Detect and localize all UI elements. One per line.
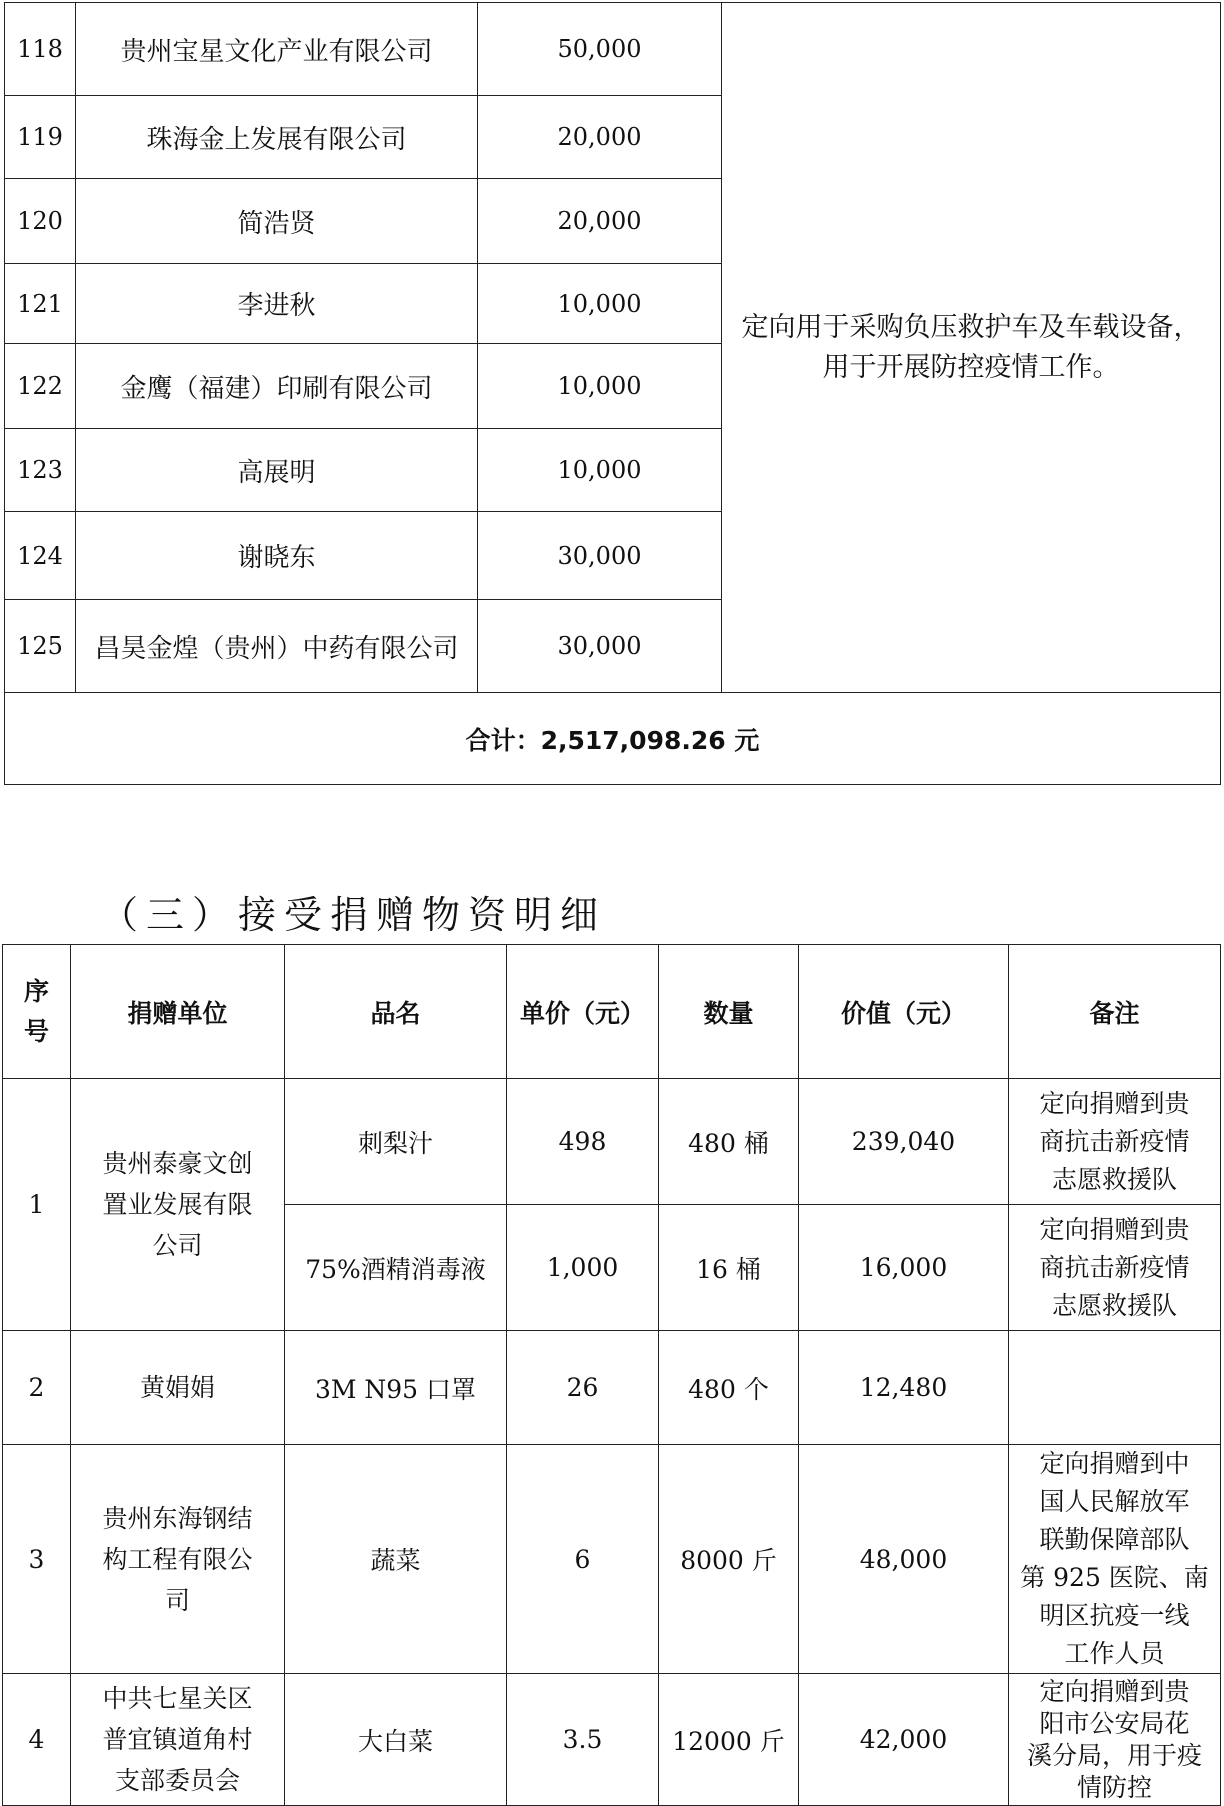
- unit-price-cell: 6: [507, 1445, 659, 1674]
- total-amount: 合计：2,517,098.26 元: [5, 693, 1221, 785]
- amount-cell: 10,000: [478, 344, 722, 429]
- header-quantity: 数量: [659, 945, 799, 1079]
- remark-cell: 定向捐赠到贵 商抗击新疫情 志愿救援队: [1009, 1079, 1221, 1205]
- header-item: 品名: [285, 945, 507, 1079]
- amount-cell: 10,000: [478, 429, 722, 512]
- unit-price-cell: 498: [507, 1079, 659, 1205]
- value-cell: 48,000: [799, 1445, 1009, 1674]
- remark-cell: [1009, 1331, 1221, 1445]
- amount-cell: 50,000: [478, 3, 722, 96]
- donor-cell: 黄娟娟: [71, 1331, 285, 1445]
- goods-donation-table: [2, 944, 1221, 1806]
- table-row: [3, 1674, 1221, 1806]
- unit-price-cell: 26: [507, 1331, 659, 1445]
- amount-cell: 10,000: [478, 264, 722, 344]
- header-unit-price: 单价（元）: [507, 945, 659, 1079]
- quantity-cell: 12000 斤: [659, 1674, 799, 1806]
- total-row: [5, 693, 1221, 785]
- unit-price-cell: 3.5: [507, 1674, 659, 1806]
- quantity-cell: 16 桶: [659, 1205, 799, 1331]
- header-row: [3, 945, 1221, 1079]
- donor-cell: 金鹰（福建）印刷有限公司: [76, 344, 478, 429]
- quantity-cell: 480 桶: [659, 1079, 799, 1205]
- amount-cell: 20,000: [478, 96, 722, 179]
- value-cell: 12,480: [799, 1331, 1009, 1445]
- value-cell: 16,000: [799, 1205, 1009, 1331]
- amount-cell: 20,000: [478, 179, 722, 264]
- remark-cell: 定向捐赠到贵 商抗击新疫情 志愿救援队: [1009, 1205, 1221, 1331]
- donor-cell: 昌昊金煌（贵州）中药有限公司: [76, 600, 478, 693]
- quantity-cell: 480 个: [659, 1331, 799, 1445]
- donor-cell: 李进秋: [76, 264, 478, 344]
- item-cell: 75%酒精消毒液: [285, 1205, 507, 1331]
- seq-cell: 124: [5, 512, 76, 600]
- donor-cell: 中共七星关区 普宜镇道角村 支部委员会: [71, 1674, 285, 1806]
- cash-donation-table: [4, 2, 1221, 785]
- seq-cell: 121: [5, 264, 76, 344]
- seq-cell: 2: [3, 1331, 71, 1445]
- donor-cell: 贵州泰豪文创 置业发展有限 公司: [71, 1079, 285, 1331]
- table-row: [5, 3, 1221, 96]
- seq-cell: 123: [5, 429, 76, 512]
- purpose-note-cell: [722, 3, 1221, 693]
- donor-cell: 珠海金上发展有限公司: [76, 96, 478, 179]
- donor-cell: 简浩贤: [76, 179, 478, 264]
- amount-cell: 30,000: [478, 600, 722, 693]
- value-cell: 42,000: [799, 1674, 1009, 1806]
- amount-cell: 30,000: [478, 512, 722, 600]
- quantity-cell: 8000 斤: [659, 1445, 799, 1674]
- value-cell: 239,040: [799, 1079, 1009, 1205]
- table-row: [3, 1331, 1221, 1445]
- seq-cell: 119: [5, 96, 76, 179]
- seq-cell: 122: [5, 344, 76, 429]
- item-cell: 3M N95 口罩: [285, 1331, 507, 1445]
- header-seq: 序 号: [3, 945, 71, 1079]
- seq-cell: 125: [5, 600, 76, 693]
- donor-cell: 贵州宝星文化产业有限公司: [76, 3, 478, 96]
- table-row: [3, 1445, 1221, 1674]
- header-remark: 备注: [1009, 945, 1221, 1079]
- seq-cell: 4: [3, 1674, 71, 1806]
- remark-cell: 定向捐赠到贵 阳市公安局花 溪分局，用于疫 情防控: [1009, 1674, 1221, 1806]
- purpose-note-line-2: 用于开展防控疫情工作。: [822, 351, 1120, 383]
- unit-price-cell: 1,000: [507, 1205, 659, 1331]
- seq-cell: 118: [5, 3, 76, 96]
- seq-cell: 120: [5, 179, 76, 264]
- purpose-note-line-1: 定向用于采购负压救护车及车载设备，: [741, 311, 1201, 343]
- seq-cell: 1: [3, 1079, 71, 1331]
- header-donor: 捐赠单位: [71, 945, 285, 1079]
- header-value: 价值（元）: [799, 945, 1009, 1079]
- donor-cell: 谢晓东: [76, 512, 478, 600]
- donor-cell: 贵州东海钢结 构工程有限公 司: [71, 1445, 285, 1674]
- remark-cell: 定向捐赠到中 国人民解放军 联勤保障部队 第 925 医院、南 明区抗疫一线 工作人员: [1009, 1445, 1221, 1674]
- seq-cell: 3: [3, 1445, 71, 1674]
- table-row: [3, 1079, 1221, 1205]
- section-title: （三）接受捐赠物资明细: [100, 893, 607, 937]
- item-cell: 蔬菜: [285, 1445, 507, 1674]
- item-cell: 大白菜: [285, 1674, 507, 1806]
- item-cell: 刺梨汁: [285, 1079, 507, 1205]
- donor-cell: 高展明: [76, 429, 478, 512]
